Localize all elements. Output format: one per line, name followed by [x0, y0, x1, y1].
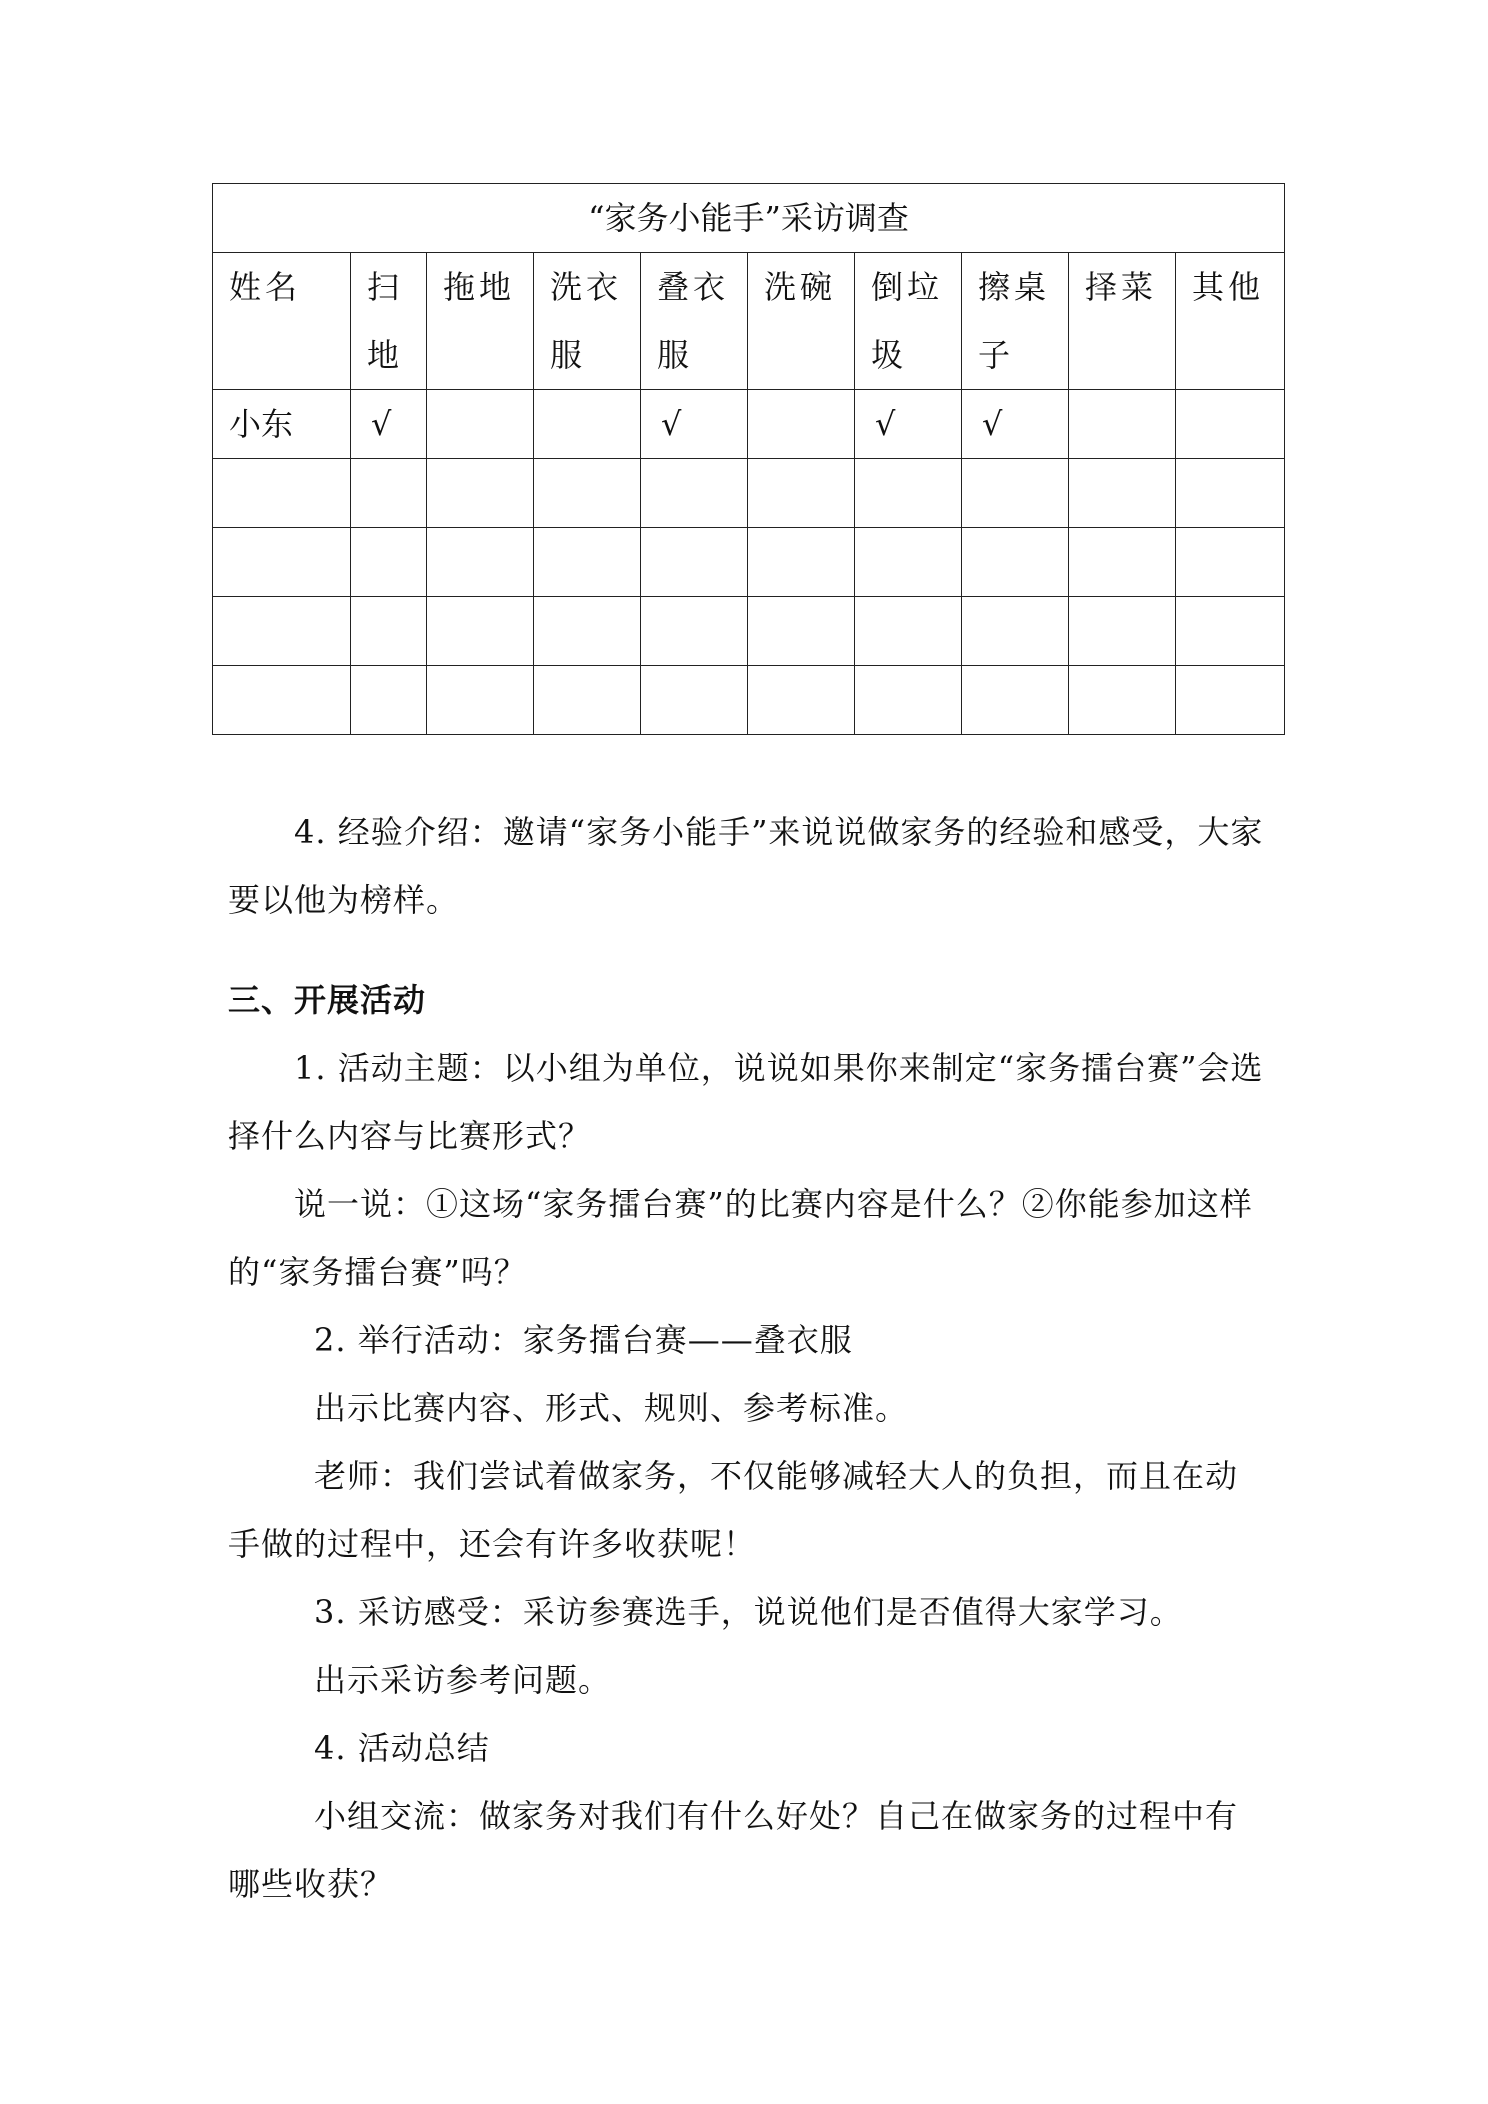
table-cell [351, 597, 427, 666]
table-row [213, 597, 1285, 666]
table-cell [534, 597, 641, 666]
table-cell: √ [855, 390, 962, 459]
header-cell: 择菜 [1069, 253, 1176, 390]
table-cell [427, 597, 534, 666]
table-cell [1069, 390, 1176, 459]
survey-table [212, 183, 1285, 735]
table-cell [1176, 666, 1285, 735]
table-cell [748, 528, 855, 597]
table-cell [641, 666, 748, 735]
table-cell [1176, 390, 1285, 459]
table-cell [427, 390, 534, 459]
paragraph-hold-activity: 2. 举行活动：家务擂台赛——叠衣服 [314, 1321, 853, 1359]
table-cell [962, 528, 1069, 597]
table-cell [534, 666, 641, 735]
table-cell [1176, 459, 1285, 528]
table-cell: √ [962, 390, 1069, 459]
table-cell [641, 459, 748, 528]
table-cell [351, 459, 427, 528]
table-cell [1176, 597, 1285, 666]
table-cell [534, 528, 641, 597]
survey-title: “家务小能手”采访调查 [213, 184, 1285, 253]
table-row [213, 528, 1285, 597]
table-cell [351, 666, 427, 735]
paragraph-activity-theme: 1. 活动主题：以小组为单位，说说如果你来制定“家务擂台赛”会选择什么内容与比赛形式？ [228, 1049, 1264, 1155]
table-cell [427, 666, 534, 735]
header-cell: 拖地 [427, 253, 534, 390]
header-cell: 扫地 [351, 253, 427, 390]
header-cell: 姓名 [213, 253, 351, 390]
paragraph-discussion: 说一说：①这场“家务擂台赛”的比赛内容是什么？②你能参加这样的“家务擂台赛”吗？ [228, 1185, 1253, 1291]
table-cell [855, 528, 962, 597]
table-cell [427, 459, 534, 528]
table-cell [534, 459, 641, 528]
table-cell [641, 528, 748, 597]
table-cell [1176, 528, 1285, 597]
table-cell [213, 597, 351, 666]
table-cell [427, 528, 534, 597]
paragraph-group-exchange: 小组交流：做家务对我们有什么好处？自己在做家务的过程中有哪些收获？ [228, 1797, 1239, 1903]
table-cell: 小东 [213, 390, 351, 459]
table-cell [962, 459, 1069, 528]
header-cell: 洗衣服 [534, 253, 641, 390]
table-cell [213, 528, 351, 597]
table-row [213, 390, 1285, 459]
header-cell: 洗碗 [748, 253, 855, 390]
table-cell [1069, 666, 1176, 735]
header-cell: 擦桌子 [962, 253, 1069, 390]
table-row [213, 666, 1285, 735]
table-cell [213, 666, 351, 735]
table-cell [855, 459, 962, 528]
paragraph-teacher: 老师：我们尝试着做家务，不仅能够减轻大人的负担，而且在动手做的过程中，还会有许多收获呢！ [228, 1457, 1239, 1563]
survey-header-row [213, 253, 1285, 390]
paragraph-show-rules: 出示比赛内容、形式、规则、参考标准。 [314, 1389, 909, 1427]
table-cell [855, 666, 962, 735]
table-cell [962, 666, 1069, 735]
paragraph-summary: 4. 活动总结 [314, 1729, 490, 1767]
header-cell: 倒垃圾 [855, 253, 962, 390]
table-cell [534, 390, 641, 459]
paragraph-interview-questions: 出示采访参考问题。 [314, 1661, 612, 1699]
table-cell: √ [351, 390, 427, 459]
table-cell [748, 666, 855, 735]
paragraph-interview: 3. 采访感受：采访参赛选手，说说他们是否值得大家学习。 [314, 1593, 1183, 1631]
paragraph-experience: 4. 经验介绍：邀请“家务小能手”来说说做家务的经验和感受，大家要以他为榜样。 [228, 813, 1264, 919]
table-cell [748, 390, 855, 459]
table-cell [748, 597, 855, 666]
table-cell [855, 597, 962, 666]
table-cell [962, 597, 1069, 666]
table-row [213, 459, 1285, 528]
table-cell [641, 597, 748, 666]
table-cell [213, 459, 351, 528]
table-cell [1069, 528, 1176, 597]
section-heading: 三、开展活动 [228, 981, 427, 1019]
table-cell [1069, 459, 1176, 528]
table-cell: √ [641, 390, 748, 459]
header-cell: 叠衣服 [641, 253, 748, 390]
table-cell [1069, 597, 1176, 666]
table-cell [351, 528, 427, 597]
header-cell: 其他 [1176, 253, 1285, 390]
table-cell [748, 459, 855, 528]
